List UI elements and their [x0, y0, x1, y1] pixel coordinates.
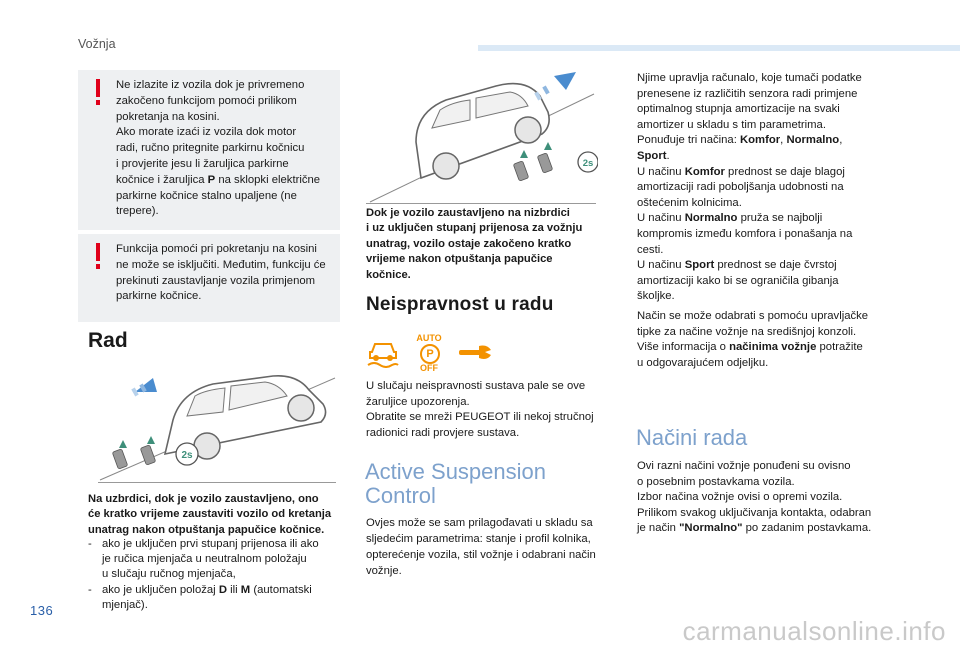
warning1-line: Ne izlazite iz vozila dok je privremeno	[116, 79, 305, 91]
header-accent-bar	[478, 45, 960, 51]
neispravnost-text: U slučaju neispravnosti sustava pale se ove žaruljice upozorenja. Obratite se mreži PEUGEOT ili nekoj stručnoj radionici radi provjere sustava.	[366, 380, 594, 439]
wrench-icon	[457, 342, 493, 362]
warning1-line: Ako morate izaći iz vozila dok motor	[116, 126, 297, 139]
asc-description: Njime upravlja računalo, koje tumači podatke prenesene iz različitih senzora radi primjene optimalnog stupnja amortizacije na svaki amortizer u skladu s tim parametrima. Ponuđuje tri načina: Komfor, Normalno, Sport. U načinu Komfor prednost se daje blagoj amortizaciji radi poboljšanja udobnosti na oštećenim kolnicima. U načinu Normalno pruža se najbolji kompromis između komfora i ponašanja na cesti. U načinu Sport prednost se daje čvrstoj amortizaciji kako bi se ograničila gibanja školjke.	[637, 72, 862, 303]
warning1-line: zakočeno funkcijom pomoći prilikom	[116, 94, 297, 107]
warning1-line: kočnice i žaruljica P na sklopki električne	[116, 173, 321, 186]
warning2-line: Funkcija pomoći pri pokretanju na kosini	[116, 243, 317, 255]
warning2-line: parkirne kočnice.	[116, 290, 202, 303]
warning2-line: ne može se isključiti. Međutim, funkciju će	[116, 258, 326, 271]
warning-exclamation-icon	[93, 77, 103, 107]
uphill-caption: Na uzbrdici, dok je vozilo zaustavljeno, ono će kratko vrijeme zaustaviti vozilo od kretanja unatrag nakon otpuštanja papučice kočnice.	[88, 493, 332, 536]
list-item: - ako je uključen prvi stupanj prijenosa ili ako je ručica mjenjača u neutralnom položaju u slučaju ručnog mjenjača,	[88, 537, 348, 583]
warning2-line: prekinuti zaustavljanje vozila primjenom	[116, 274, 316, 287]
caption-divider	[98, 482, 336, 483]
warning1-line: pokretanja na kosini.	[116, 110, 220, 123]
downhill-car-illustration	[366, 70, 598, 205]
caption-divider	[366, 203, 596, 204]
mode-selection-text: Način se može odabrati s pomoću upravljačke tipke za načine vožnje na središnjoj konzoli. Više informacija o načinima vožnje potražite u odgovarajućem odjeljku.	[637, 310, 869, 369]
warning-exclamation-icon	[93, 241, 103, 271]
warning1-line: radi, ručno pritegnite parkirnu kočnicu	[116, 142, 305, 155]
warning1-line: trepere).	[116, 205, 159, 218]
nacini-text: Ovi razni načini vožnje ponuđeni su ovisno o posebnim postavkama vozila. Izbor načina vožnje ovisi o opremi vozila. Prilikom svakog uključivanja kontakta, odabran je način "Normalno" po zadanim postavkama.	[637, 460, 872, 535]
suspension-warning-icon	[366, 338, 400, 368]
auto-off-parking-icon: AUTO P OFF	[416, 333, 442, 373]
timer-badge-label: 2s	[181, 450, 193, 461]
watermark: carmanualsonline.info	[682, 616, 946, 646]
warning1-line: parkirne kočnice stalno upaljene (ne	[116, 189, 297, 202]
page-header-title: Vožnja	[78, 37, 116, 51]
list-item: - ako je uključen položaj D ili M (automatski mjenjač).	[88, 583, 348, 613]
section-heading-neispravnost: Neispravnost u radu	[366, 294, 554, 315]
section-heading-rad: Rad	[88, 329, 128, 352]
warning-box-exit-vehicle	[78, 70, 340, 230]
timer-badge-label: 2s	[582, 158, 594, 169]
asc-text: Ovjes može se sam prilagođavati u skladu sa sljedećim parametrima: stanje i profil kolnika, opterećenje vozila, stil vožnje i odabrani način vožnje.	[366, 517, 596, 577]
warning1-line: i provjerite jesu li žaruljica parkirne	[116, 157, 289, 170]
downhill-caption: Dok je vozilo zaustavljeno na nizbrdici i uz uključen stupanj prijenosa za vožnju unatrag, vozilo ostaje zakočeno kratko vrijeme nakon otpuštanja papučice kočnice.	[366, 207, 583, 281]
warning-box-function-disable	[78, 234, 340, 322]
uphill-car-illustration	[95, 368, 340, 484]
section-heading-nacini-rada: Načini rada	[636, 425, 748, 450]
conditions-list	[88, 537, 348, 613]
section-heading-asc: Active Suspension Control	[365, 459, 546, 508]
page-number: 136	[30, 603, 54, 618]
